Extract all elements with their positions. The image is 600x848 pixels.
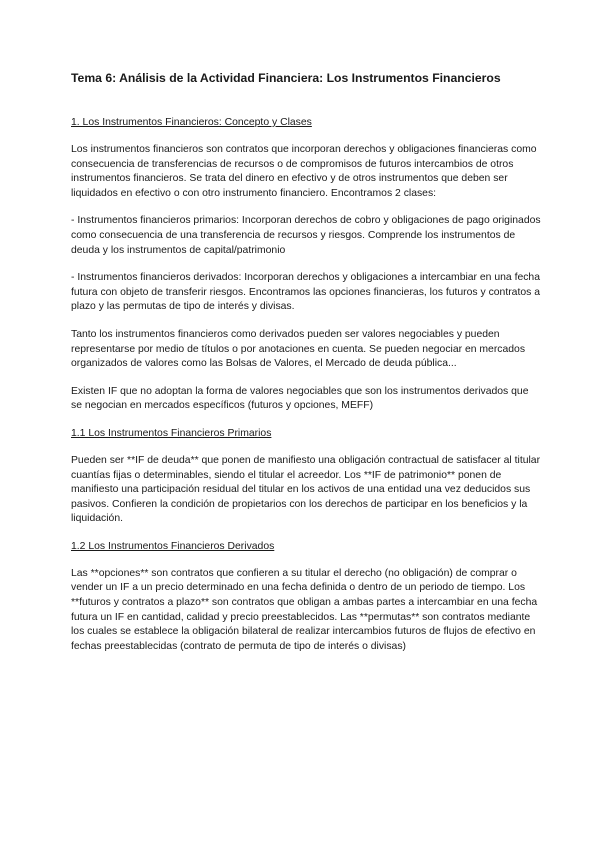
paragraph-mercados-especificos: Existen IF que no adoptan la forma de valores negociables que son los instrumentos derivados que se negocian en mercados específicos (futuros y opciones, MEFF) [71,385,529,412]
paragraph-if-deuda-patrimonio: Pueden ser **IF de deuda** que ponen de manifiesto una obligación contractual de satisfacer al titular cuantías fijas o determinables, siendo el titular el acreedor. Los **IF de patrimonio** ponen de manifiesto una participación residual del titular en los activos de una entidad una vez deducidos sus pasivos. Confieren la condición de propietarios con los derechos de participar en los beneficios y la liquidación. [71,454,541,525]
paragraph-definicion: Los instrumentos financieros son contratos que incorporan derechos y obligaciones financieras como consecuencia de transferencias de recursos o de compromisos de futuros intercambios de otros instrumentos financieros. Se trata del dinero en efectivo y de otros instrumentos que deben ser liquidados en efectivo o con otro instrumento financiero. Encontramos 2 clases: [71,144,537,199]
paragraph-valores-negociables: Tanto los instrumentos financieros como derivados pueden ser valores negociables y pueden representarse por medio de títulos o por anotaciones en cuenta. Se pueden negociar en mercados organizados de valores como las Bolsas de Valores, el Mercado de deuda pública... [71,328,526,370]
paragraph-opciones-futuros-permutas: Las **opciones** son contratos que confieren a su titular el derecho (no obligación) de comprar o vender un IF a un precio determinado en una fecha definida o dentro de un periodo de tiempo. Los **futuros y contratos a plazo** son contratos que obligan a ambas partes a intercambiar en una fecha futura un IF en cantidad, calidad y precio preestablecidos. Las **permutas** son contratos mediante los cuales se establece la obligación bilateral de realizar intercambios futuros de flujos de efectivo en fechas preestablecidas (contrato de permuta de tipo de interés o divisas) [71,567,538,652]
section-heading-concepto-clases: 1. Los Instrumentos Financieros: Concepto y Clases [71,117,312,128]
paragraph-derivados: - Instrumentos financieros derivados: Incorporan derechos y obligaciones a intercambiar en una fecha futura con objeto de transferir riesgos. Encontramos las opciones financieras, los futuros y contratos a plazo y las permutas de tipo de interés y divisas. [71,272,540,313]
document-content [71,70,541,667]
document-title: Tema 6: Análisis de la Actividad Financiera: Los Instrumentos Financieros [71,71,501,85]
paragraph-primarios: - Instrumentos financieros primarios: Incorporan derechos de cobro y obligaciones de pago originados como consecuencia de una transferencia de recursos y riesgos. Comprende los instrumentos de deuda y los instrumentos de capital/patrimonio [71,215,541,256]
section-heading-primarios: 1.1 Los Instrumentos Financieros Primarios [71,427,272,439]
section-heading-derivados: 1.2 Los Instrumentos Financieros Derivados [71,540,275,552]
